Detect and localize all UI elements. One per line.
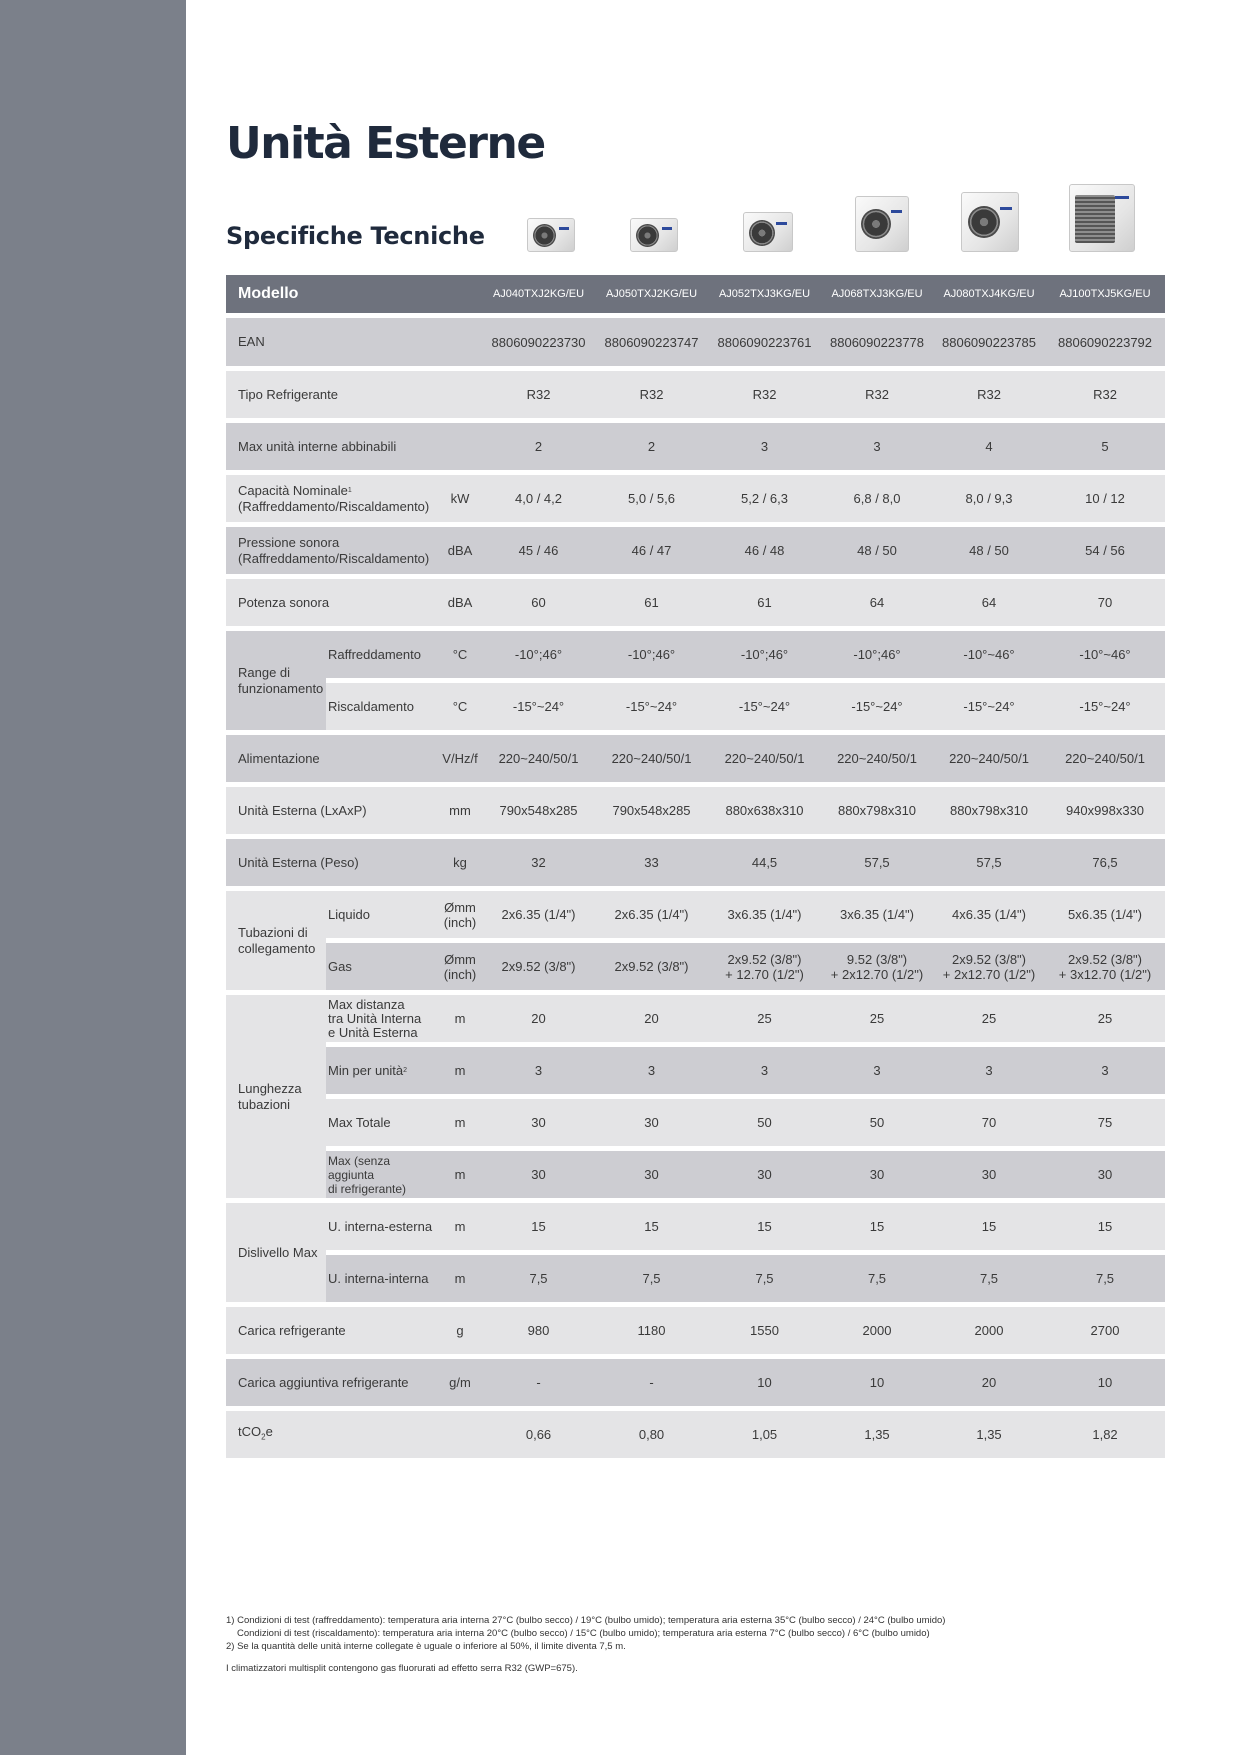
cell-value: 3 (708, 1047, 821, 1094)
cell-value: 7,5 (1045, 1255, 1165, 1302)
row-label-subscript: 2 (261, 1432, 266, 1442)
row-label: Alimentazione (226, 735, 438, 782)
row-sound-pressure (226, 527, 1165, 574)
cell-value: R32 (821, 371, 933, 418)
sub-label (326, 1047, 438, 1094)
unit-line2: (inch) (443, 914, 477, 930)
cell-value: 8806090223747 (595, 318, 708, 366)
cell-value: 57,5 (821, 839, 933, 886)
group-label-pipe-length (226, 995, 326, 1198)
row-pipe-min-per-unit (226, 1047, 1165, 1094)
row-unit: m (438, 1255, 482, 1302)
cell-value: 30 (821, 1151, 933, 1198)
row-label-line1: Capacità Nominale (238, 482, 348, 498)
cell-value: 25 (821, 995, 933, 1042)
row-pipe-max-total (226, 1099, 1165, 1146)
cell-value: 3 (708, 423, 821, 470)
cell-value: 15 (708, 1203, 821, 1250)
row-label: Max unità interne abbinabili (226, 423, 438, 470)
cell-value: 1180 (595, 1307, 708, 1354)
cell-value: 64 (821, 579, 933, 626)
cell-value: 2000 (933, 1307, 1045, 1354)
footnote-ref: 1 (347, 486, 352, 494)
row-label-line2: (Raffreddamento/Riscaldamento) (238, 498, 430, 514)
row-unit: °C (438, 631, 482, 678)
cell-line2: + 12.70 (1/2") (725, 966, 804, 982)
cell-value: 3 (933, 1047, 1045, 1094)
row-unit (438, 1411, 482, 1458)
group-label-piping (226, 891, 326, 990)
cell-value: 54 / 56 (1045, 527, 1165, 574)
row-label (226, 527, 438, 574)
cell-value: 20 (595, 995, 708, 1042)
cell-value: 15 (1045, 1203, 1165, 1250)
group-label-line2: funzionamento (238, 680, 324, 696)
cell-value (595, 943, 708, 990)
cell-value: 980 (482, 1307, 595, 1354)
cell-value: 61 (595, 579, 708, 626)
cell-value: 46 / 48 (708, 527, 821, 574)
cell-value (1045, 943, 1165, 990)
row-unit (438, 371, 482, 418)
cell-value: 7,5 (933, 1255, 1045, 1302)
model-name: AJ080TXJ4KG/EU (933, 275, 1045, 313)
row-power-supply (226, 735, 1165, 782)
cell-value: 4,0 / 4,2 (482, 475, 595, 522)
cell-value: -10°~46° (1045, 631, 1165, 678)
cell-value: 880x638x310 (708, 787, 821, 834)
cell-value: 1,35 (821, 1411, 933, 1458)
cell-value: 2 (482, 423, 595, 470)
cell-value: 30 (933, 1151, 1045, 1198)
sub-label: U. interna-esterna (326, 1203, 438, 1250)
cell-line1: 2x9.52 (3/8") (952, 951, 1027, 967)
cell-line2: + 3x12.70 (1/2") (1058, 966, 1152, 982)
row-additional-charge (226, 1359, 1165, 1406)
row-sound-power (226, 579, 1165, 626)
cell-value: 2 (595, 423, 708, 470)
row-unit: mm (438, 787, 482, 834)
cell-value: 5,2 / 6,3 (708, 475, 821, 522)
cell-value: 5,0 / 5,6 (595, 475, 708, 522)
cell-value: 8806090223778 (821, 318, 933, 366)
sub-label: Riscaldamento (326, 683, 438, 730)
cell-value: R32 (595, 371, 708, 418)
cell-line2: + 2x12.70 (1/2") (942, 966, 1036, 982)
cell-value: - (482, 1359, 595, 1406)
cell-value: 2700 (1045, 1307, 1165, 1354)
cell-value: -10°;46° (595, 631, 708, 678)
cell-value: 30 (1045, 1151, 1165, 1198)
cell-value: 1,82 (1045, 1411, 1165, 1458)
cell-value: 3x6.35 (1/4") (821, 891, 933, 938)
table-header-row (226, 275, 1165, 313)
cell-value: -10°~46° (933, 631, 1045, 678)
cell-value: 30 (595, 1099, 708, 1146)
row-unit: m (438, 1099, 482, 1146)
cell-value: -15°~24° (595, 683, 708, 730)
cell-value: 220~240/50/1 (933, 735, 1045, 782)
cell-value: 220~240/50/1 (482, 735, 595, 782)
cell-value: 8,0 / 9,3 (933, 475, 1045, 522)
sub-label (326, 1151, 438, 1198)
cell-value: 3 (821, 423, 933, 470)
cell-value: 3 (482, 1047, 595, 1094)
row-piping-gas (226, 943, 1165, 990)
cell-value: 1550 (708, 1307, 821, 1354)
cell-value: 33 (595, 839, 708, 886)
row-unit: m (438, 1151, 482, 1198)
row-height-diff-in-out (226, 1203, 1165, 1250)
cell-value: 15 (933, 1203, 1045, 1250)
row-unit: kg (438, 839, 482, 886)
cell-value: -15°~24° (1045, 683, 1165, 730)
cell-value: 6,8 / 8,0 (821, 475, 933, 522)
cell-value: 57,5 (933, 839, 1045, 886)
footnote-3: I climatizzatori multisplit contengono gas fluorurati ad effetto serra R32 (GWP=675). (226, 1663, 578, 1674)
group-label-operating-range (226, 631, 326, 730)
cell-value: 3 (595, 1047, 708, 1094)
product-image-aj100 (1069, 184, 1135, 252)
cell-value: 10 (821, 1359, 933, 1406)
cell-value: 790x548x285 (482, 787, 595, 834)
cell-value: 30 (708, 1151, 821, 1198)
cell-value: 2000 (821, 1307, 933, 1354)
row-height-diff-in-in (226, 1255, 1165, 1302)
cell-value: 32 (482, 839, 595, 886)
cell-value: 60 (482, 579, 595, 626)
cell-value: -15°~24° (482, 683, 595, 730)
cell-value: 64 (933, 579, 1045, 626)
cell-value: 7,5 (708, 1255, 821, 1302)
footnote-ref: 2 (403, 1067, 408, 1074)
cell-value: -15°~24° (708, 683, 821, 730)
group-label-line2: collegamento (238, 940, 316, 956)
cell-line1: 2x9.52 (3/8") (614, 959, 689, 974)
footnotes (226, 1614, 945, 1675)
sub-label: U. interna-interna (326, 1255, 438, 1302)
cell-value: 5x6.35 (1/4") (1045, 891, 1165, 938)
cell-value: 25 (1045, 995, 1165, 1042)
row-operating-range-heating (226, 683, 1165, 730)
row-unit: °C (438, 683, 482, 730)
row-label: Carica aggiuntiva refrigerante (226, 1359, 438, 1406)
cell-value: 8806090223730 (482, 318, 595, 366)
cell-value: -10°;46° (821, 631, 933, 678)
row-label-part: e (265, 1423, 273, 1439)
cell-value: 7,5 (482, 1255, 595, 1302)
cell-value: 3 (821, 1047, 933, 1094)
sub-label (326, 995, 438, 1042)
cell-value: 50 (708, 1099, 821, 1146)
row-pipe-max-no-charge (226, 1151, 1165, 1198)
row-unit: dBA (438, 579, 482, 626)
row-unit: g (438, 1307, 482, 1354)
cell-value: 61 (708, 579, 821, 626)
row-label: Unità Esterna (Peso) (226, 839, 438, 886)
cell-value: 15 (821, 1203, 933, 1250)
sub-label-text: Min per unità (328, 1063, 404, 1078)
model-name: AJ040TXJ2KG/EU (482, 275, 595, 313)
unit-line1: Ømm (444, 899, 476, 915)
cell-value: 48 / 50 (933, 527, 1045, 574)
page-subtitle: Specifiche Tecniche (226, 222, 485, 250)
row-label-part: tCO (238, 1423, 262, 1439)
cell-value: 0,80 (595, 1411, 708, 1458)
cell-value: -15°~24° (821, 683, 933, 730)
row-tco2e (226, 1411, 1165, 1458)
cell-value: 7,5 (821, 1255, 933, 1302)
cell-value (933, 943, 1045, 990)
unit-line1: Ømm (444, 951, 476, 967)
cell-line1: 9.52 (3/8") (846, 951, 908, 967)
cell-value: 8806090223792 (1045, 318, 1165, 366)
group-label-line2: tubazioni (238, 1096, 291, 1112)
row-unit: m (438, 1047, 482, 1094)
footnote-2: 2) Se la quantità delle unità interne collegate è uguale o inferiore al 50%, il limite diventa 7,5 m. (226, 1641, 626, 1652)
sub-label: Raffreddamento (326, 631, 438, 678)
cell-value: 880x798x310 (933, 787, 1045, 834)
row-unit: kW (438, 475, 482, 522)
cell-value: R32 (933, 371, 1045, 418)
product-image-aj052 (743, 212, 793, 252)
model-name: AJ068TXJ3KG/EU (821, 275, 933, 313)
row-unit (438, 318, 482, 366)
cell-value: 220~240/50/1 (821, 735, 933, 782)
product-image-aj040 (527, 218, 575, 252)
row-weight (226, 839, 1165, 886)
cell-value: 45 / 46 (482, 527, 595, 574)
cell-value: 30 (595, 1151, 708, 1198)
row-label-line1: Pressione sonora (238, 534, 340, 550)
model-name: AJ100TXJ5KG/EU (1045, 275, 1165, 313)
model-name: AJ050TXJ2KG/EU (595, 275, 708, 313)
cell-value: 8806090223785 (933, 318, 1045, 366)
cell-value: 25 (933, 995, 1045, 1042)
row-ean (226, 318, 1165, 366)
row-unit (438, 423, 482, 470)
cell-value: 1,35 (933, 1411, 1045, 1458)
cell-line1: 2x9.52 (3/8") (501, 959, 576, 974)
cell-value: -15°~24° (933, 683, 1045, 730)
row-nominal-capacity (226, 475, 1165, 522)
cell-value: 10 / 12 (1045, 475, 1165, 522)
cell-value: 940x998x330 (1045, 787, 1165, 834)
row-dimensions (226, 787, 1165, 834)
sub-label: Max Totale (326, 1099, 438, 1146)
cell-value: 70 (1045, 579, 1165, 626)
row-max-indoor-units (226, 423, 1165, 470)
cell-value: 8806090223761 (708, 318, 821, 366)
cell-value (482, 943, 595, 990)
sub-label-line2: tra Unità Interna (328, 1010, 422, 1026)
sub-label: Liquido (326, 891, 438, 938)
cell-value: 220~240/50/1 (708, 735, 821, 782)
model-header-label: Modello (226, 275, 482, 313)
cell-value: 2x6.35 (1/4") (595, 891, 708, 938)
cell-value (708, 943, 821, 990)
cell-value (821, 943, 933, 990)
group-label-line1: Tubazioni di (238, 924, 308, 940)
cell-line1: 2x9.52 (3/8") (727, 951, 802, 967)
model-name: AJ052TXJ3KG/EU (708, 275, 821, 313)
cell-value: - (595, 1359, 708, 1406)
cell-line2: + 2x12.70 (1/2") (830, 966, 924, 982)
row-unit: V/Hz/f (438, 735, 482, 782)
cell-value: 48 / 50 (821, 527, 933, 574)
cell-value: -10°;46° (708, 631, 821, 678)
group-label-height-diff: Dislivello Max (226, 1203, 326, 1302)
cell-value: 75 (1045, 1099, 1165, 1146)
row-unit: dBA (438, 527, 482, 574)
cell-value: 5 (1045, 423, 1165, 470)
group-label-line1: Range di (238, 664, 291, 680)
row-piping-liquid (226, 891, 1165, 938)
row-label: EAN (226, 318, 438, 366)
row-label (226, 475, 438, 522)
cell-value: 880x798x310 (821, 787, 933, 834)
side-band (0, 0, 186, 1755)
cell-value: 4x6.35 (1/4") (933, 891, 1045, 938)
cell-value: 20 (482, 995, 595, 1042)
cell-value: 30 (482, 1099, 595, 1146)
row-label-line2: (Raffreddamento/Riscaldamento) (238, 550, 430, 566)
row-label: Unità Esterna (LxAxP) (226, 787, 438, 834)
cell-value: 3x6.35 (1/4") (708, 891, 821, 938)
cell-value: 46 / 47 (595, 527, 708, 574)
row-unit: m (438, 995, 482, 1042)
cell-line1: 2x9.52 (3/8") (1068, 951, 1143, 967)
cell-value: 20 (933, 1359, 1045, 1406)
footnote-1-line2: Condizioni di test (riscaldamento): temperatura aria interna 20°C (bulbo secco) / 15°C (bulbo umido); temperatura aria esterna 7°C (bulbo secco) / 6°C (bulbo umido) (237, 1628, 930, 1639)
sub-label: Gas (326, 943, 438, 990)
cell-value: 15 (595, 1203, 708, 1250)
page-title: Unità Esterne (226, 118, 545, 169)
row-refrigerant-charge (226, 1307, 1165, 1354)
row-refrigerant (226, 371, 1165, 418)
sub-label-line1: Max distanza (328, 996, 405, 1012)
cell-value: R32 (482, 371, 595, 418)
row-unit (438, 943, 482, 990)
cell-value: 790x548x285 (595, 787, 708, 834)
cell-value: 30 (482, 1151, 595, 1198)
cell-value: 70 (933, 1099, 1045, 1146)
cell-value: 7,5 (595, 1255, 708, 1302)
cell-value: 220~240/50/1 (1045, 735, 1165, 782)
footnote-1-line1: 1) Condizioni di test (raffreddamento): temperatura aria interna 27°C (bulbo secco) / 19°C (bulbo umido); temperatura aria esterna 35°C (bulbo secco) / 24°C (bulbo umido) (226, 1615, 946, 1626)
cell-value: R32 (1045, 371, 1165, 418)
sub-label-line2: di refrigerante) (328, 1181, 407, 1196)
unit-line2: (inch) (443, 966, 477, 982)
cell-value: 220~240/50/1 (595, 735, 708, 782)
row-label (226, 1411, 438, 1458)
row-label: Tipo Refrigerante (226, 371, 438, 418)
sub-label-line3: e Unità Esterna (328, 1024, 418, 1040)
cell-value: 15 (482, 1203, 595, 1250)
row-unit: m (438, 1203, 482, 1250)
cell-value: 1,05 (708, 1411, 821, 1458)
spec-table (226, 270, 1165, 1463)
group-label-line1: Lunghezza (238, 1080, 302, 1096)
sub-label-line1: Max (senza aggiunta (328, 1153, 391, 1182)
cell-value: 3 (1045, 1047, 1165, 1094)
cell-value: 0,66 (482, 1411, 595, 1458)
cell-value: 10 (1045, 1359, 1165, 1406)
cell-value: 76,5 (1045, 839, 1165, 886)
cell-value: 44,5 (708, 839, 821, 886)
cell-value: 50 (821, 1099, 933, 1146)
product-image-aj080 (961, 192, 1019, 252)
row-pipe-max-distance (226, 995, 1165, 1042)
cell-value: -10°;46° (482, 631, 595, 678)
cell-value: 25 (708, 995, 821, 1042)
product-image-aj068 (855, 196, 909, 252)
row-operating-range-cooling (226, 631, 1165, 678)
product-image-aj050 (630, 218, 678, 252)
cell-value: 4 (933, 423, 1045, 470)
cell-value: 2x6.35 (1/4") (482, 891, 595, 938)
row-unit (438, 891, 482, 938)
row-label: Carica refrigerante (226, 1307, 438, 1354)
cell-value: 10 (708, 1359, 821, 1406)
row-label: Potenza sonora (226, 579, 438, 626)
row-unit: g/m (438, 1359, 482, 1406)
cell-value: R32 (708, 371, 821, 418)
